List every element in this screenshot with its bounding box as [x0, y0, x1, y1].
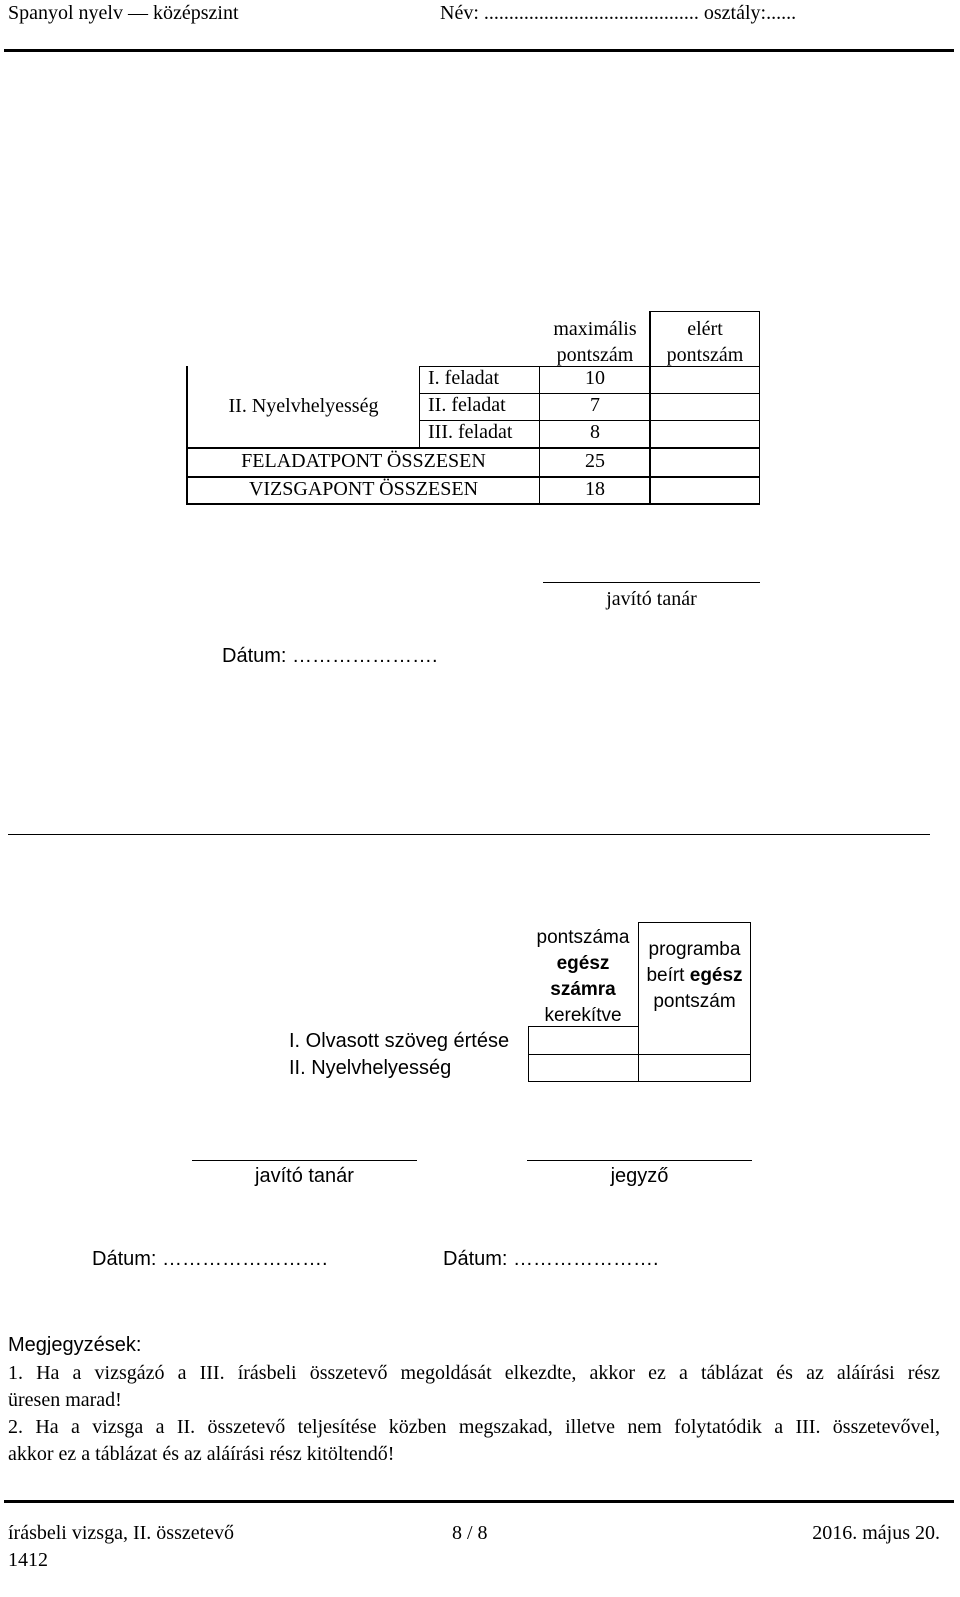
- total-exam-label: VIZSGAPONT ÖSSZESEN: [248, 478, 479, 500]
- col-reached-line1: elért: [687, 318, 723, 340]
- header-subject: Spanyol nyelv — középszint: [8, 2, 239, 24]
- group-label: II. Nyelvhelyesség: [228, 395, 379, 417]
- note-2-line1: 2. Ha a vizsga a II. összetevő teljesítése közben megszakad, illetve nem folytatódik a III. összetevővel,: [8, 1416, 940, 1438]
- task-max: 8: [590, 421, 600, 443]
- col-program-line1: programba: [648, 939, 741, 960]
- footer-date: 2016. május 20.: [812, 1522, 940, 1544]
- col-program-line3: pontszám: [653, 991, 736, 1012]
- row-rule: [528, 1054, 751, 1055]
- task-label: II. feladat: [428, 394, 506, 416]
- note-2-line2: akkor ez a táblázat és az aláírási rész kitöltendő!: [8, 1443, 395, 1465]
- signature-line: [543, 582, 760, 583]
- col-program-header: [639, 937, 750, 1015]
- col-rounded-line3: számra: [550, 979, 616, 1000]
- footer-rule: [4, 1500, 954, 1503]
- col-rule: [528, 1026, 529, 1082]
- date-field: Dátum: ………………….: [222, 645, 438, 667]
- total-task-value: 25: [585, 450, 605, 472]
- row-rule: [638, 922, 751, 923]
- header-rule: [4, 49, 954, 52]
- signature-line: [527, 1160, 752, 1161]
- total-exam-value: 18: [585, 478, 605, 500]
- col-program-line2: [639, 963, 750, 989]
- row-rule: [528, 1081, 751, 1082]
- task-max: 10: [585, 367, 605, 389]
- task-label: I. feladat: [428, 367, 500, 389]
- col-rule: [419, 366, 420, 448]
- col-program-line2b: egész: [689, 965, 743, 986]
- row-rule: [186, 503, 760, 505]
- task-label: III. feladat: [428, 421, 513, 443]
- footer-code: 1412: [8, 1549, 48, 1571]
- header-name-class: Név: ........................................... osztály:......: [440, 2, 797, 24]
- signature-line: [192, 1160, 417, 1161]
- col-max-line1: maximális: [553, 318, 637, 340]
- page-number: 8 / 8: [452, 1522, 488, 1544]
- teacher-label: javító tanár: [606, 588, 697, 610]
- footer-exam: írásbeli vizsga, II. összetevő: [8, 1522, 235, 1544]
- date-field: Dátum: …………………….: [92, 1248, 328, 1270]
- col-program-line2a: beírt: [646, 965, 690, 986]
- col-rounded-line1: pontszáma: [536, 927, 630, 948]
- task-max: 7: [590, 394, 600, 416]
- section-divider: [8, 834, 930, 835]
- row-rule: [186, 447, 760, 449]
- col-rounded-line4: kerekítve: [544, 1005, 622, 1026]
- row-label: I. Olvasott szöveg értése: [289, 1030, 510, 1052]
- col-rounded-line2: egész: [556, 953, 610, 974]
- date-field: Dátum: ………………….: [443, 1248, 659, 1270]
- col-reached-line2: pontszám: [666, 344, 744, 366]
- note-1-line1: 1. Ha a vizsgázó a III. írásbeli összetevő megoldását elkezdte, akkor ez a táblázat és az aláírási rész: [8, 1362, 940, 1384]
- col-max-header: [540, 316, 650, 368]
- note-1-line2: üresen marad!: [8, 1389, 122, 1411]
- col-rounded-header: [528, 925, 638, 1029]
- col-max-line2: pontszám: [556, 344, 634, 366]
- col-rule: [750, 922, 751, 1082]
- notary-label: jegyző: [610, 1165, 669, 1187]
- total-task-label: FELADATPONT ÖSSZESEN: [241, 450, 486, 472]
- notes-title: Megjegyzések:: [8, 1334, 142, 1356]
- row-label: II. Nyelvhelyesség: [289, 1057, 452, 1079]
- teacher-label: javító tanár: [255, 1165, 354, 1187]
